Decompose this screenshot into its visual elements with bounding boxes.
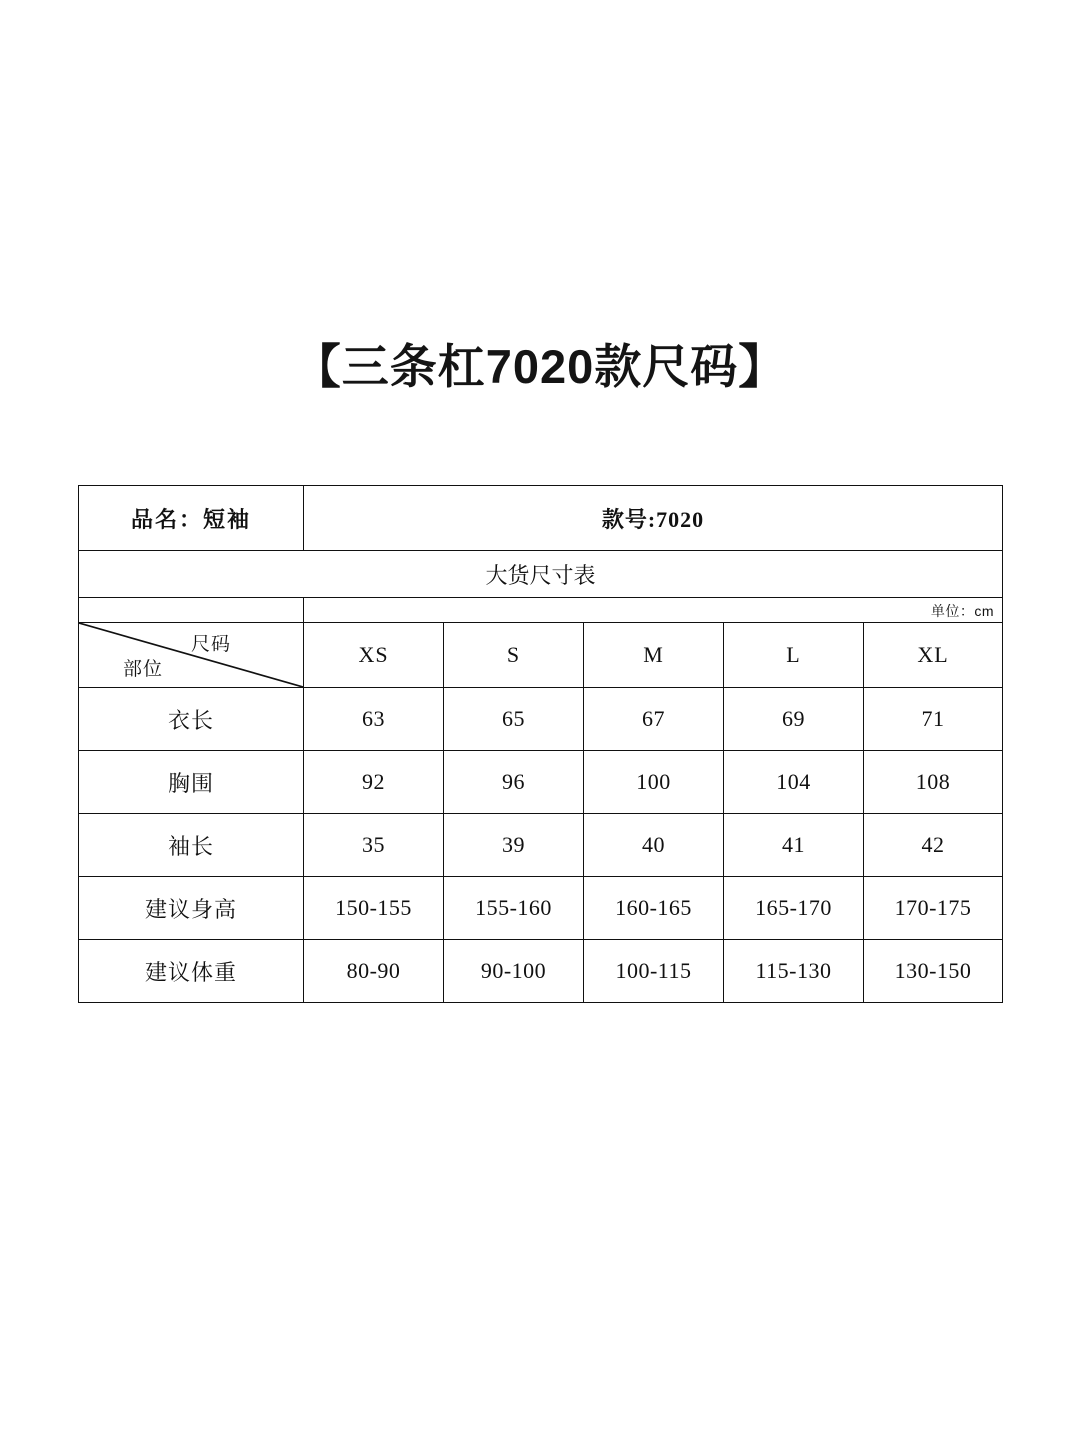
cell-bust-s: 96: [444, 751, 584, 814]
cell-sleeve-xs: 35: [304, 814, 444, 877]
table-row: [79, 877, 1003, 940]
cell-weight-l: 115-130: [724, 940, 864, 1003]
corner-header-cell: [79, 623, 304, 688]
cell-length-l: 69: [724, 688, 864, 751]
cell-length-xl: 71: [864, 688, 1003, 751]
table-caption-cell: 大货尺寸表: [79, 551, 1003, 598]
unit-note-text: 单位：cm: [930, 603, 995, 619]
row-label-sleeve: 袖长: [79, 814, 304, 877]
unit-note-cell: [304, 598, 1003, 623]
cell-weight-s: 90-100: [444, 940, 584, 1003]
cell-height-l: 165-170: [724, 877, 864, 940]
cell-bust-m: 100: [584, 751, 724, 814]
size-chart-table: [78, 485, 1003, 1003]
size-header-m: M: [584, 623, 724, 688]
cell-length-xs: 63: [304, 688, 444, 751]
table-row-unit: [79, 598, 1003, 623]
row-label-bust: 胸围: [79, 751, 304, 814]
cell-weight-xl: 130-150: [864, 940, 1003, 1003]
cell-weight-m: 100-115: [584, 940, 724, 1003]
unit-spacer-left: [79, 598, 304, 623]
cell-sleeve-s: 39: [444, 814, 584, 877]
table-row-sizes: [79, 623, 1003, 688]
cell-height-s: 155-160: [444, 877, 584, 940]
cell-weight-xs: 80-90: [304, 940, 444, 1003]
page-title: 【三条杠7020款尺码】: [293, 340, 787, 393]
cell-length-m: 67: [584, 688, 724, 751]
product-name-cell: 品名：短袖: [79, 486, 304, 551]
cell-bust-xs: 92: [304, 751, 444, 814]
table-row: [79, 751, 1003, 814]
table-row: [79, 940, 1003, 1003]
row-label-weight: 建议体重: [79, 940, 304, 1003]
table-row-header-info: [79, 486, 1003, 551]
table-row: [79, 688, 1003, 751]
size-header-l: L: [724, 623, 864, 688]
cell-bust-l: 104: [724, 751, 864, 814]
cell-height-xl: 170-175: [864, 877, 1003, 940]
size-header-s: S: [444, 623, 584, 688]
row-label-length: 衣长: [79, 688, 304, 751]
cell-bust-xl: 108: [864, 751, 1003, 814]
size-header-xl: XL: [864, 623, 1003, 688]
cell-sleeve-xl: 42: [864, 814, 1003, 877]
size-chart-container: [78, 485, 1002, 1003]
cell-sleeve-m: 40: [584, 814, 724, 877]
cell-height-m: 160-165: [584, 877, 724, 940]
table-row: [79, 814, 1003, 877]
row-label-height: 建议身高: [79, 877, 304, 940]
size-header-xs: XS: [304, 623, 444, 688]
corner-size-label: 尺码: [190, 634, 231, 655]
cell-sleeve-l: 41: [724, 814, 864, 877]
cell-height-xs: 150-155: [304, 877, 444, 940]
corner-part-label: 部位: [123, 659, 164, 680]
cell-length-s: 65: [444, 688, 584, 751]
table-row-caption: [79, 551, 1003, 598]
style-number-cell: 款号:7020: [304, 486, 1003, 551]
